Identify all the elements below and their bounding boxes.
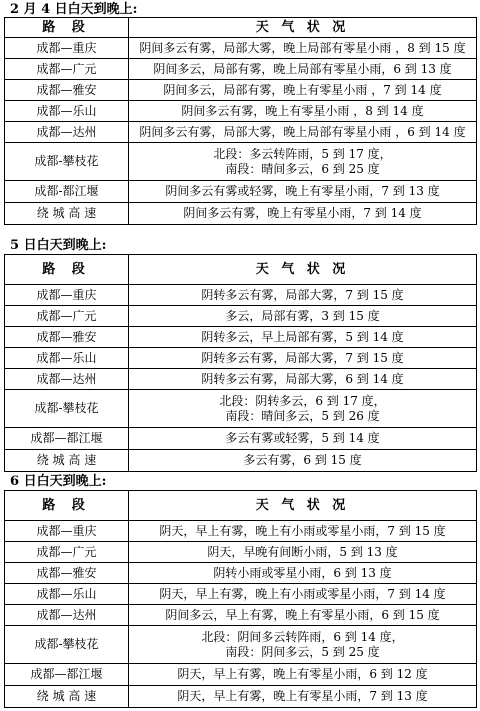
- table-row: [5, 664, 477, 686]
- weather-cell: [129, 203, 477, 225]
- weather-line: 阴转多云，早上局部有雾，5 到 14 度: [201, 329, 404, 344]
- weather-cell: [129, 686, 477, 708]
- weather-line: 多云，局部有雾，3 到 15 度: [225, 308, 380, 323]
- route-cell: 成都—达州: [5, 369, 129, 390]
- weather-line: 阴间多云有雾，晚上有零星小雨 ，8 到 14 度: [181, 103, 424, 118]
- route-cell: 成都—广元: [5, 59, 129, 80]
- weather-line: 阴间多云有雾或轻雾，晚上有零星小雨，7 到 13 度: [165, 184, 440, 198]
- weather-line: 阴间多云有雾，晚上有零星小雨，7 到 14 度: [183, 206, 422, 220]
- route-cell: 成都—都江堰: [5, 428, 129, 450]
- route-cell: 绕 城 高 速: [5, 203, 129, 225]
- table-row: [5, 626, 477, 664]
- weather-line: 阴间多云，局部有雾，晚上有零星小雨 ，7 到 14 度: [163, 82, 442, 97]
- route-cell: 成都-攀枝花: [5, 390, 129, 428]
- weather-line: 阴间多云，早上有雾，晚上有零星小雨，6 到 15 度: [165, 607, 440, 622]
- route-cell: 绕 城 高 速: [5, 450, 129, 472]
- column-header-weather: 天 气 状 况: [129, 18, 477, 38]
- route-cell: 成都—达州: [5, 605, 129, 626]
- weather-cell: [129, 285, 477, 306]
- weather-cell: [129, 369, 477, 390]
- route-cell: 成都—广元: [5, 542, 129, 563]
- weather-line: 多云有雾或轻雾，5 到 14 度: [225, 431, 380, 445]
- route-cell: 成都—广元: [5, 306, 129, 327]
- table-row: [5, 327, 477, 348]
- weather-line: 阴间多云有雾，局部大雾，晚上局部有零星小雨 ，6 到 14 度: [139, 124, 466, 139]
- weather-table: [4, 17, 477, 225]
- table-row: [5, 59, 477, 80]
- weather-line: 阴天，早上有雾，晚上有零星小雨，7 到 13 度: [177, 689, 428, 703]
- weather-table: [4, 490, 477, 708]
- table-row: [5, 348, 477, 369]
- weather-line: 阴转小雨或零星小雨，6 到 13 度: [213, 565, 392, 580]
- weather-cell: [129, 605, 477, 626]
- weather-cell: [129, 80, 477, 101]
- table-row: [5, 38, 477, 59]
- route-cell: 成都-都江堰: [5, 181, 129, 203]
- route-cell: 成都—都江堰: [5, 664, 129, 686]
- table-row: [5, 686, 477, 708]
- weather-line: 南段：阴间多云，5 到 25 度: [225, 644, 380, 659]
- weather-line: 阴天，早上有雾，晚上有零星小雨，6 到 12 度: [177, 667, 428, 681]
- route-cell: 成都—乐山: [5, 584, 129, 605]
- route-cell: 成都—重庆: [5, 285, 129, 306]
- route-cell: 成都-攀枝花: [5, 626, 129, 664]
- table-row: [5, 122, 477, 143]
- route-cell: 成都—重庆: [5, 38, 129, 59]
- route-cell: 成都—达州: [5, 122, 129, 143]
- table-row: [5, 605, 477, 626]
- weather-line: 北段：阴间多云转阵雨，6 到 14 度，: [201, 629, 404, 644]
- weather-line: 阴转多云有雾，局部大雾，7 到 15 度: [201, 287, 404, 302]
- weather-line: 南段：晴间多云，5 到 26 度: [225, 408, 380, 423]
- weather-cell: [129, 38, 477, 59]
- weather-line: 北段：阴转多云，6 到 17 度，: [219, 393, 386, 408]
- table-row: [5, 428, 477, 450]
- table-row: [5, 563, 477, 584]
- weather-cell: [129, 390, 477, 428]
- section-heading: 2 月 4 日白天到晚上:: [10, 2, 138, 17]
- route-cell: 成都—重庆: [5, 521, 129, 542]
- weather-line: 阴转多云有雾，局部大雾，6 到 14 度: [201, 371, 404, 386]
- weather-cell: [129, 101, 477, 122]
- table-row: [5, 285, 477, 306]
- table-row: [5, 80, 477, 101]
- weather-line: 阴转多云有雾，局部大雾，7 到 15 度: [201, 350, 404, 365]
- weather-cell: [129, 626, 477, 664]
- weather-cell: [129, 450, 477, 472]
- weather-cell: [129, 327, 477, 348]
- column-header-route: 路 段: [5, 255, 129, 285]
- table-row: [5, 390, 477, 428]
- weather-line: 多云有雾，6 到 15 度: [243, 453, 362, 467]
- weather-cell: [129, 563, 477, 584]
- route-cell: 成都-攀枝花: [5, 143, 129, 181]
- table-row: [5, 542, 477, 563]
- weather-line: 阴间多云有雾，局部大雾，晚上局部有零星小雨 ，8 到 15 度: [139, 40, 466, 55]
- section-heading: 5 日白天到晚上:: [10, 238, 107, 253]
- route-cell: 成都—乐山: [5, 348, 129, 369]
- route-cell: 成都—乐山: [5, 101, 129, 122]
- weather-cell: [129, 428, 477, 450]
- column-header-weather: 天 气 状 况: [129, 491, 477, 521]
- weather-cell: [129, 122, 477, 143]
- weather-line: 阴天，早上有雾，晚上有小雨或零星小雨，7 到 14 度: [159, 586, 446, 601]
- table-row: [5, 584, 477, 605]
- table-row: [5, 203, 477, 225]
- weather-line: 南段：晴间多云，6 到 25 度: [225, 161, 380, 176]
- weather-line: 阴天，早上有雾，晚上有小雨或零星小雨，7 到 15 度: [159, 523, 446, 538]
- table-row: [5, 450, 477, 472]
- route-cell: 成都—雅安: [5, 80, 129, 101]
- weather-cell: [129, 348, 477, 369]
- column-header-weather: 天 气 状 况: [129, 255, 477, 285]
- table-row: [5, 369, 477, 390]
- weather-cell: [129, 143, 477, 181]
- weather-line: 阴间多云，局部有雾，晚上局部有零星小雨，6 到 13 度: [153, 61, 452, 76]
- table-row: [5, 143, 477, 181]
- weather-cell: [129, 521, 477, 542]
- table-row: [5, 521, 477, 542]
- route-cell: 成都—雅安: [5, 327, 129, 348]
- table-row: [5, 181, 477, 203]
- column-header-route: 路 段: [5, 18, 129, 38]
- route-cell: 成都—雅安: [5, 563, 129, 584]
- table-row: [5, 306, 477, 327]
- weather-line: 阴天，早晚有间断小雨，5 到 13 度: [207, 544, 398, 559]
- section-heading: 6 日白天到晚上:: [10, 474, 107, 489]
- column-header-route: 路 段: [5, 491, 129, 521]
- weather-cell: [129, 664, 477, 686]
- weather-cell: [129, 59, 477, 80]
- route-cell: 绕 城 高 速: [5, 686, 129, 708]
- weather-line: 北段：多云转阵雨，5 到 17 度，: [213, 146, 392, 161]
- weather-cell: [129, 584, 477, 605]
- weather-cell: [129, 181, 477, 203]
- weather-cell: [129, 542, 477, 563]
- weather-table: [4, 254, 477, 472]
- table-row: [5, 101, 477, 122]
- weather-cell: [129, 306, 477, 327]
